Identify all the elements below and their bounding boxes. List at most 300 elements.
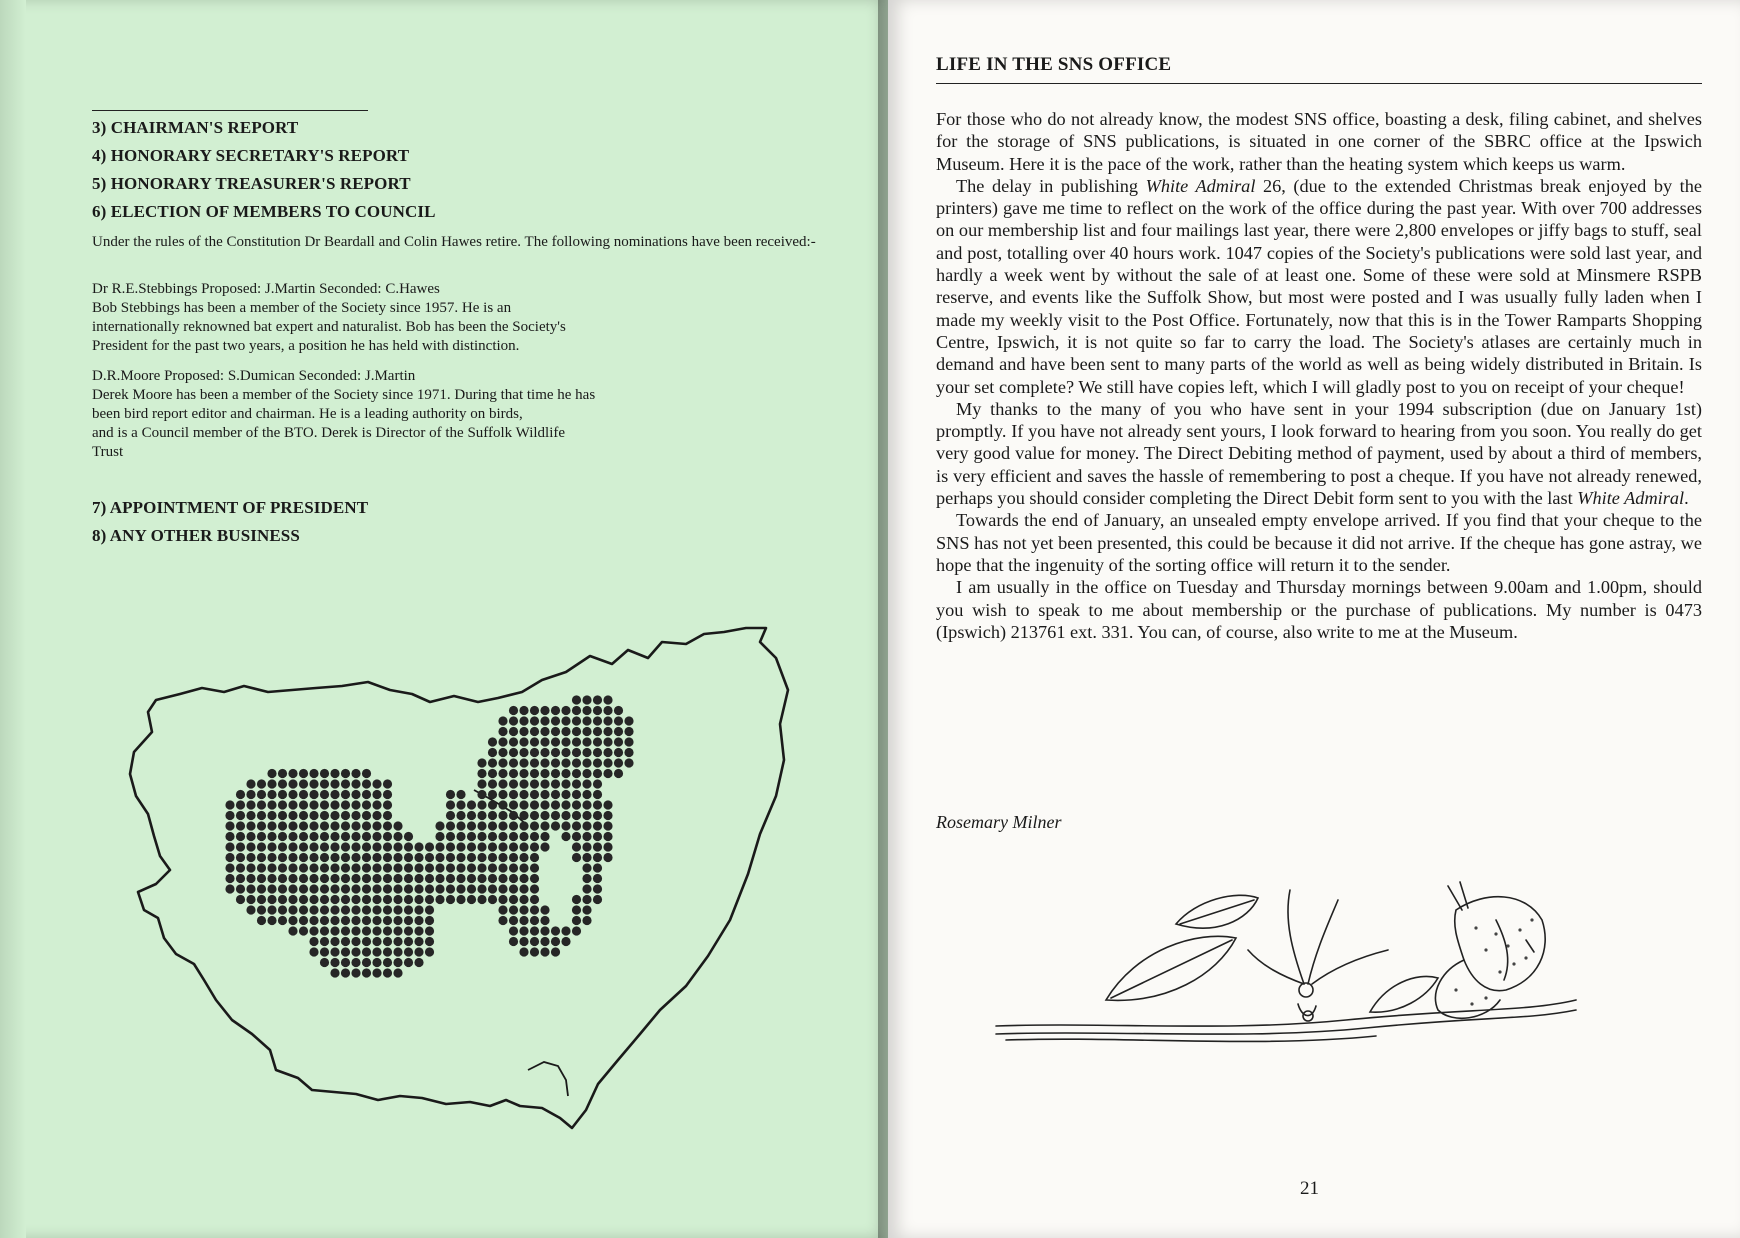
record-dot bbox=[246, 874, 255, 883]
record-dot bbox=[236, 863, 245, 872]
record-dot bbox=[257, 905, 266, 914]
record-dot bbox=[236, 853, 245, 862]
record-dot bbox=[593, 821, 602, 830]
record-dot bbox=[288, 790, 297, 799]
record-dot bbox=[393, 832, 402, 841]
record-dot bbox=[341, 842, 350, 851]
record-dot bbox=[320, 790, 329, 799]
record-dot bbox=[540, 926, 549, 935]
record-dot bbox=[246, 853, 255, 862]
page-edge bbox=[0, 0, 26, 1238]
record-dot bbox=[299, 874, 308, 883]
record-dot bbox=[372, 947, 381, 956]
record-dot bbox=[498, 853, 507, 862]
record-dot bbox=[393, 874, 402, 883]
record-dot bbox=[225, 832, 234, 841]
record-dot bbox=[257, 853, 266, 862]
record-dot bbox=[383, 947, 392, 956]
nominee-1-line: Dr R.E.Stebbings Proposed: J.Martin Seconded: C.Hawes bbox=[92, 281, 440, 297]
record-dot bbox=[624, 737, 633, 746]
record-dot bbox=[456, 863, 465, 872]
record-dot bbox=[288, 832, 297, 841]
record-dot bbox=[593, 811, 602, 820]
record-dot bbox=[488, 748, 497, 757]
record-dot bbox=[362, 926, 371, 935]
record-dot bbox=[488, 874, 497, 883]
record-dot bbox=[341, 790, 350, 799]
record-dot bbox=[456, 842, 465, 851]
record-dot bbox=[519, 758, 528, 767]
record-dot bbox=[351, 968, 360, 977]
record-dot bbox=[341, 968, 350, 977]
record-dot bbox=[572, 727, 581, 736]
record-dot bbox=[530, 832, 539, 841]
record-dot bbox=[393, 895, 402, 904]
record-dot bbox=[393, 884, 402, 893]
record-dot bbox=[540, 832, 549, 841]
record-dot bbox=[456, 800, 465, 809]
record-dot bbox=[561, 779, 570, 788]
record-dot bbox=[246, 811, 255, 820]
record-dot bbox=[582, 748, 591, 757]
record-dot bbox=[572, 748, 581, 757]
record-dot bbox=[309, 916, 318, 925]
record-dot bbox=[519, 716, 528, 725]
record-dot bbox=[582, 727, 591, 736]
record-dot bbox=[330, 874, 339, 883]
record-dot bbox=[572, 769, 581, 778]
record-dot bbox=[519, 706, 528, 715]
record-dot bbox=[288, 853, 297, 862]
record-dot bbox=[309, 947, 318, 956]
record-dot bbox=[488, 895, 497, 904]
record-dot bbox=[299, 916, 308, 925]
record-dot bbox=[530, 737, 539, 746]
record-dot bbox=[603, 727, 612, 736]
record-dot bbox=[509, 790, 518, 799]
record-dot bbox=[488, 800, 497, 809]
record-dot bbox=[519, 748, 528, 757]
record-dot bbox=[404, 874, 413, 883]
record-dot bbox=[582, 758, 591, 767]
record-dot bbox=[509, 769, 518, 778]
record-dot bbox=[509, 842, 518, 851]
record-dot bbox=[257, 790, 266, 799]
record-dot bbox=[288, 916, 297, 925]
record-dot bbox=[519, 916, 528, 925]
record-dot bbox=[267, 821, 276, 830]
record-dot bbox=[509, 926, 518, 935]
record-dot bbox=[603, 853, 612, 862]
record-dot bbox=[519, 937, 528, 946]
record-dot bbox=[509, 706, 518, 715]
record-dot bbox=[341, 779, 350, 788]
record-dot bbox=[372, 821, 381, 830]
record-dot bbox=[309, 769, 318, 778]
record-dot bbox=[393, 968, 402, 977]
record-dot bbox=[519, 727, 528, 736]
record-dot bbox=[603, 842, 612, 851]
record-dot bbox=[530, 947, 539, 956]
record-dot bbox=[456, 811, 465, 820]
record-dot bbox=[278, 853, 287, 862]
record-dot bbox=[509, 884, 518, 893]
nominee-2-bio-line: been bird report editor and chairman. He is a leading authority on birds, bbox=[92, 406, 523, 422]
record-dot bbox=[509, 811, 518, 820]
record-dot bbox=[593, 800, 602, 809]
record-dot bbox=[561, 811, 570, 820]
record-dot bbox=[288, 905, 297, 914]
record-dot bbox=[488, 758, 497, 767]
record-dot bbox=[236, 811, 245, 820]
record-dot bbox=[320, 905, 329, 914]
record-dot bbox=[362, 790, 371, 799]
record-dot bbox=[551, 737, 560, 746]
record-dot bbox=[561, 937, 570, 946]
record-dot bbox=[519, 884, 528, 893]
record-dot bbox=[498, 758, 507, 767]
record-dot bbox=[593, 790, 602, 799]
record-dot bbox=[561, 790, 570, 799]
record-dot bbox=[351, 853, 360, 862]
record-dot bbox=[257, 895, 266, 904]
record-dot bbox=[498, 832, 507, 841]
record-dot bbox=[236, 800, 245, 809]
record-dot bbox=[603, 748, 612, 757]
record-dot bbox=[435, 895, 444, 904]
record-dot bbox=[477, 790, 486, 799]
record-dot bbox=[477, 884, 486, 893]
record-dot bbox=[267, 842, 276, 851]
nominee-2-bio-line: and is a Council member of the BTO. Derek is Director of the Suffolk Wildlife bbox=[92, 425, 566, 441]
record-dot bbox=[257, 916, 266, 925]
record-dot bbox=[246, 895, 255, 904]
record-dot bbox=[498, 779, 507, 788]
record-dot bbox=[372, 832, 381, 841]
record-dot bbox=[446, 863, 455, 872]
record-dot bbox=[362, 905, 371, 914]
record-dot bbox=[446, 811, 455, 820]
record-dot bbox=[488, 821, 497, 830]
record-dot bbox=[519, 790, 528, 799]
article-title: LIFE IN THE SNS OFFICE bbox=[936, 54, 1172, 75]
record-dot bbox=[488, 779, 497, 788]
record-dot bbox=[372, 895, 381, 904]
record-dot bbox=[267, 832, 276, 841]
record-dot bbox=[582, 779, 591, 788]
record-dot bbox=[383, 916, 392, 925]
top-rule bbox=[92, 110, 368, 111]
record-dot bbox=[540, 758, 549, 767]
record-dot bbox=[446, 853, 455, 862]
record-dot bbox=[299, 811, 308, 820]
record-dot bbox=[383, 863, 392, 872]
record-dot bbox=[320, 937, 329, 946]
record-dot bbox=[551, 748, 560, 757]
record-dot bbox=[351, 811, 360, 820]
record-dot bbox=[404, 895, 413, 904]
record-dot bbox=[309, 863, 318, 872]
record-dot bbox=[309, 853, 318, 862]
record-dot bbox=[519, 926, 528, 935]
record-dot bbox=[299, 790, 308, 799]
record-dot bbox=[551, 926, 560, 935]
record-dot bbox=[414, 842, 423, 851]
record-dot bbox=[278, 832, 287, 841]
record-dot bbox=[519, 947, 528, 956]
record-dot bbox=[372, 842, 381, 851]
record-dot bbox=[383, 821, 392, 830]
record-dot bbox=[540, 790, 549, 799]
record-dot bbox=[467, 821, 476, 830]
record-dot bbox=[582, 800, 591, 809]
record-dot bbox=[530, 790, 539, 799]
record-dot bbox=[309, 884, 318, 893]
record-dot bbox=[351, 832, 360, 841]
record-dot bbox=[561, 716, 570, 725]
record-dot bbox=[593, 769, 602, 778]
record-dot bbox=[330, 895, 339, 904]
record-dot bbox=[519, 832, 528, 841]
record-dot bbox=[278, 905, 287, 914]
record-dot bbox=[383, 968, 392, 977]
record-dot bbox=[320, 895, 329, 904]
record-dot bbox=[467, 800, 476, 809]
record-dot bbox=[299, 779, 308, 788]
record-dot bbox=[498, 737, 507, 746]
record-dot bbox=[572, 821, 581, 830]
record-dot bbox=[614, 727, 623, 736]
record-dot bbox=[540, 842, 549, 851]
record-dot bbox=[561, 926, 570, 935]
record-dot bbox=[509, 916, 518, 925]
record-dot bbox=[320, 821, 329, 830]
record-dot bbox=[488, 884, 497, 893]
signature: Rosemary Milner bbox=[936, 812, 1062, 832]
record-dot bbox=[278, 811, 287, 820]
record-dot bbox=[267, 884, 276, 893]
article-body bbox=[936, 108, 1702, 643]
record-dot bbox=[383, 800, 392, 809]
record-dot bbox=[582, 842, 591, 851]
record-dot bbox=[582, 811, 591, 820]
record-dot bbox=[467, 874, 476, 883]
record-dot bbox=[509, 779, 518, 788]
record-dot bbox=[299, 842, 308, 851]
record-dot bbox=[530, 874, 539, 883]
record-dot bbox=[593, 832, 602, 841]
record-dot bbox=[477, 758, 486, 767]
record-dot bbox=[530, 905, 539, 914]
record-dot bbox=[530, 769, 539, 778]
record-dot bbox=[614, 758, 623, 767]
record-dot bbox=[614, 769, 623, 778]
record-dot bbox=[236, 842, 245, 851]
record-dot bbox=[288, 895, 297, 904]
record-dot bbox=[498, 790, 507, 799]
record-dot bbox=[236, 895, 245, 904]
record-dot bbox=[519, 842, 528, 851]
record-dot bbox=[320, 769, 329, 778]
record-dot bbox=[257, 842, 266, 851]
record-dot bbox=[477, 874, 486, 883]
record-dot bbox=[414, 874, 423, 883]
record-dot bbox=[498, 769, 507, 778]
record-dot bbox=[509, 874, 518, 883]
record-dot bbox=[446, 842, 455, 851]
record-dot bbox=[341, 884, 350, 893]
record-dot bbox=[257, 832, 266, 841]
record-dot bbox=[414, 884, 423, 893]
record-dot bbox=[551, 758, 560, 767]
record-dot bbox=[225, 884, 234, 893]
record-dot bbox=[530, 716, 539, 725]
record-dot bbox=[603, 695, 612, 704]
record-dot bbox=[288, 821, 297, 830]
record-dot bbox=[456, 832, 465, 841]
record-dot bbox=[267, 800, 276, 809]
record-dot bbox=[425, 874, 434, 883]
record-dot bbox=[435, 884, 444, 893]
record-dot bbox=[404, 937, 413, 946]
record-dot bbox=[404, 905, 413, 914]
record-dot bbox=[572, 737, 581, 746]
record-dot bbox=[551, 716, 560, 725]
record-dot bbox=[320, 958, 329, 967]
record-dot bbox=[362, 779, 371, 788]
record-dot bbox=[498, 884, 507, 893]
record-dot bbox=[330, 779, 339, 788]
record-dot bbox=[593, 779, 602, 788]
paragraph: Towards the end of January, an unsealed empty envelope arrived. If you find that your cheque to the SNS has not yet been presented, this could be because it did not arrive. If the cheque has gone astray, we hope that the ingenuity of the sorting office will return it to the sender. bbox=[936, 510, 1702, 575]
record-dot bbox=[593, 853, 602, 862]
record-dot bbox=[582, 832, 591, 841]
record-dot bbox=[582, 863, 591, 872]
record-dot bbox=[603, 758, 612, 767]
record-dot bbox=[393, 905, 402, 914]
record-dot bbox=[267, 874, 276, 883]
record-dot bbox=[561, 737, 570, 746]
suffolk-distribution-map bbox=[120, 620, 800, 1140]
record-dot bbox=[246, 842, 255, 851]
record-dot bbox=[435, 821, 444, 830]
record-dot bbox=[509, 800, 518, 809]
record-dot bbox=[593, 758, 602, 767]
record-dot bbox=[372, 937, 381, 946]
record-dot bbox=[530, 800, 539, 809]
record-dot bbox=[572, 695, 581, 704]
record-dot bbox=[383, 937, 392, 946]
nominee-1-bio-line: internationally reknowned bat expert and naturalist. Bob has been the Society's bbox=[92, 319, 566, 335]
record-dot bbox=[425, 905, 434, 914]
record-dot bbox=[351, 937, 360, 946]
record-dot bbox=[393, 863, 402, 872]
record-dot bbox=[288, 800, 297, 809]
record-dot bbox=[351, 884, 360, 893]
record-dot bbox=[330, 947, 339, 956]
record-dot bbox=[225, 800, 234, 809]
record-dot bbox=[257, 779, 266, 788]
record-dot bbox=[530, 706, 539, 715]
record-dot bbox=[624, 716, 633, 725]
record-dot bbox=[456, 895, 465, 904]
record-dot bbox=[509, 937, 518, 946]
record-dot bbox=[393, 937, 402, 946]
record-dot bbox=[603, 769, 612, 778]
record-dot bbox=[341, 821, 350, 830]
record-dot bbox=[320, 779, 329, 788]
record-dot bbox=[341, 832, 350, 841]
page-number: 21 bbox=[1300, 1178, 1319, 1199]
record-dot bbox=[362, 842, 371, 851]
record-dot bbox=[519, 853, 528, 862]
record-dot bbox=[593, 706, 602, 715]
record-dot bbox=[309, 790, 318, 799]
record-dot bbox=[456, 790, 465, 799]
record-dot bbox=[330, 853, 339, 862]
record-dot bbox=[530, 884, 539, 893]
record-dot bbox=[498, 811, 507, 820]
record-dot bbox=[414, 863, 423, 872]
record-dot bbox=[288, 842, 297, 851]
record-dot bbox=[351, 947, 360, 956]
record-dot bbox=[383, 958, 392, 967]
record-dot bbox=[341, 874, 350, 883]
record-dot bbox=[456, 874, 465, 883]
record-dot bbox=[299, 832, 308, 841]
record-dot bbox=[561, 727, 570, 736]
record-dot bbox=[572, 916, 581, 925]
record-dot bbox=[530, 895, 539, 904]
record-dot bbox=[488, 832, 497, 841]
record-dot bbox=[519, 769, 528, 778]
record-dot bbox=[257, 800, 266, 809]
record-dot bbox=[488, 811, 497, 820]
record-dot bbox=[404, 863, 413, 872]
record-dot bbox=[257, 874, 266, 883]
record-dot bbox=[582, 695, 591, 704]
record-dot bbox=[330, 916, 339, 925]
record-dot bbox=[582, 769, 591, 778]
record-dot bbox=[519, 779, 528, 788]
record-dot bbox=[309, 800, 318, 809]
record-dot bbox=[372, 968, 381, 977]
record-dot bbox=[551, 947, 560, 956]
record-dot bbox=[582, 737, 591, 746]
record-dot bbox=[372, 811, 381, 820]
record-dot bbox=[330, 958, 339, 967]
record-dot bbox=[383, 790, 392, 799]
record-dot bbox=[330, 968, 339, 977]
record-dot bbox=[404, 884, 413, 893]
record-dot bbox=[603, 811, 612, 820]
record-dot bbox=[540, 779, 549, 788]
record-dot bbox=[540, 800, 549, 809]
record-dot bbox=[383, 842, 392, 851]
record-dot bbox=[614, 748, 623, 757]
record-dot bbox=[530, 727, 539, 736]
record-dot bbox=[330, 821, 339, 830]
record-dot bbox=[341, 926, 350, 935]
record-dot bbox=[488, 842, 497, 851]
record-dot bbox=[593, 737, 602, 746]
record-dot bbox=[425, 937, 434, 946]
record-dot bbox=[477, 895, 486, 904]
record-dot bbox=[351, 958, 360, 967]
record-dot bbox=[351, 874, 360, 883]
record-dot bbox=[267, 895, 276, 904]
record-dot bbox=[320, 926, 329, 935]
